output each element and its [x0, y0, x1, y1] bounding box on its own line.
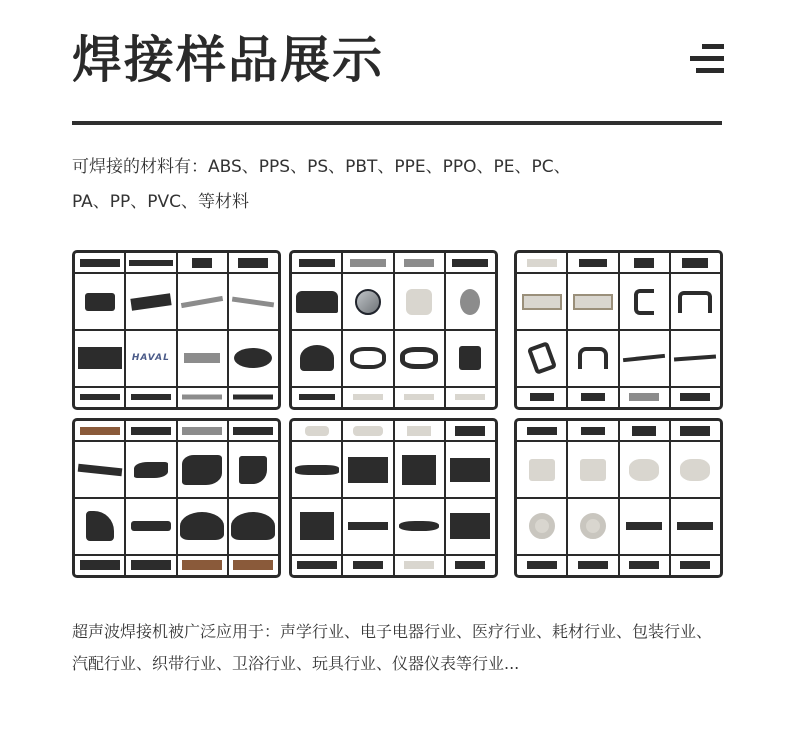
- sample-photo: [229, 421, 278, 440]
- sample-photo: [343, 331, 392, 386]
- sample-photo: [178, 253, 227, 272]
- sample-photo: [75, 499, 124, 554]
- sample-photo: [395, 331, 444, 386]
- sample-photo: [292, 556, 341, 575]
- sample-photo: [178, 331, 227, 386]
- sample-photo: [343, 421, 392, 440]
- sample-photo: [446, 253, 495, 272]
- sample-photo: [446, 388, 495, 407]
- sample-photo: [568, 253, 617, 272]
- sample-photo: [620, 253, 669, 272]
- haval-badge: HAVAL: [131, 353, 170, 364]
- sample-photo: [229, 556, 278, 575]
- sample-photo: [620, 274, 669, 329]
- sample-photo: [517, 421, 566, 440]
- sample-photo: [671, 442, 720, 497]
- sample-photo-logo-badge: [343, 274, 392, 329]
- sample-photo: [446, 499, 495, 554]
- sample-photo: [568, 331, 617, 386]
- sample-photo: [126, 556, 175, 575]
- sample-photo: [178, 421, 227, 440]
- sample-photo: [292, 253, 341, 272]
- sample-photo: [395, 274, 444, 329]
- applications-line-1: 超声波焊接机被广泛应用于：声学行业、电子电器行业、医疗行业、耗材行业、包装行业、: [72, 622, 713, 641]
- sample-photo: [620, 499, 669, 554]
- sample-photo: [568, 274, 617, 329]
- menu-line: [696, 68, 724, 73]
- materials-line-2: PA、PP、PVC、等材料: [72, 192, 250, 212]
- sample-photo: [126, 388, 175, 407]
- sample-photo: [620, 388, 669, 407]
- materials-description: [72, 150, 732, 220]
- sample-photo: [671, 331, 720, 386]
- sample-photo: [517, 499, 566, 554]
- sample-photo: [671, 421, 720, 440]
- sample-photo: [671, 388, 720, 407]
- sample-photo: [517, 388, 566, 407]
- sample-photo: [292, 274, 341, 329]
- sample-photo: [178, 499, 227, 554]
- title-divider: [72, 121, 722, 125]
- sample-photo: [292, 421, 341, 440]
- sample-photo: [75, 421, 124, 440]
- applications-line-2: 汽配行业、织带行业、卫浴行业、玩具行业、仪器仪表等行业...: [72, 654, 520, 673]
- sample-photo: [446, 274, 495, 329]
- menu-line: [702, 44, 724, 49]
- materials-line-1: 可焊接的材料有：ABS、PPS、PS、PBT、PPE、PPO、PE、PC、: [72, 157, 571, 177]
- sample-photo: [126, 253, 175, 272]
- applications-description: [72, 616, 752, 680]
- sample-photo: [75, 331, 124, 386]
- sample-photo: [517, 274, 566, 329]
- sample-photo: [343, 388, 392, 407]
- sample-photo: [517, 442, 566, 497]
- menu-icon[interactable]: [690, 44, 724, 74]
- sample-photo: [620, 331, 669, 386]
- sample-photo: [620, 421, 669, 440]
- sample-photo: [75, 253, 124, 272]
- sample-photo: [568, 499, 617, 554]
- sample-photo: [292, 442, 341, 497]
- sample-photo: [446, 331, 495, 386]
- sample-photo: [671, 274, 720, 329]
- sample-photo: [395, 499, 444, 554]
- sample-photo: [517, 253, 566, 272]
- sample-panel-auto-trim: [72, 250, 281, 410]
- sample-panel-auto-handles: [514, 250, 723, 410]
- sample-panel-auto-panels: [72, 418, 281, 578]
- sample-photo: [568, 442, 617, 497]
- sample-photo: [229, 442, 278, 497]
- sample-photo: [395, 388, 444, 407]
- sample-photo: [671, 499, 720, 554]
- sample-photo: [292, 331, 341, 386]
- sample-photo: [446, 442, 495, 497]
- sample-photo-haval-badge: [126, 331, 175, 386]
- sample-photo: [517, 331, 566, 386]
- sample-photo: [178, 442, 227, 497]
- sample-photo: [620, 556, 669, 575]
- sample-panel-auto-interior: [289, 250, 498, 410]
- sample-photo: [395, 421, 444, 440]
- sample-photo: [75, 556, 124, 575]
- sample-photo: [671, 556, 720, 575]
- sample-photo: [126, 421, 175, 440]
- sample-photo: [620, 442, 669, 497]
- sample-panel-auto-grilles: [289, 418, 498, 578]
- sample-photo: [75, 274, 124, 329]
- sample-photo: [178, 556, 227, 575]
- sample-photo: [126, 499, 175, 554]
- sample-photo: [517, 556, 566, 575]
- sample-photo: [75, 388, 124, 407]
- sample-photo: [395, 253, 444, 272]
- sample-photo: [229, 331, 278, 386]
- sample-photo: [229, 274, 278, 329]
- sample-photo: [178, 388, 227, 407]
- sample-photo: [126, 442, 175, 497]
- sample-photo: [568, 421, 617, 440]
- sample-photo: [343, 442, 392, 497]
- sample-photo: [126, 274, 175, 329]
- menu-line: [690, 56, 724, 61]
- sample-photo: [229, 253, 278, 272]
- sample-panel-filter-caps: [514, 418, 723, 578]
- sample-photo: [178, 274, 227, 329]
- sample-gallery: [72, 250, 723, 578]
- sample-photo: [343, 499, 392, 554]
- sample-photo: [343, 556, 392, 575]
- sample-photo: [395, 556, 444, 575]
- sample-photo: [446, 421, 495, 440]
- sample-photo: [292, 499, 341, 554]
- page-title: 焊接样品展示: [72, 31, 384, 89]
- sample-photo: [568, 556, 617, 575]
- sample-photo: [229, 388, 278, 407]
- sample-photo: [568, 388, 617, 407]
- sample-photo: [395, 442, 444, 497]
- sample-photo: [343, 253, 392, 272]
- sample-photo: [229, 499, 278, 554]
- sample-photo: [292, 388, 341, 407]
- sample-photo: [75, 442, 124, 497]
- sample-photo: [671, 253, 720, 272]
- sample-photo: [446, 556, 495, 575]
